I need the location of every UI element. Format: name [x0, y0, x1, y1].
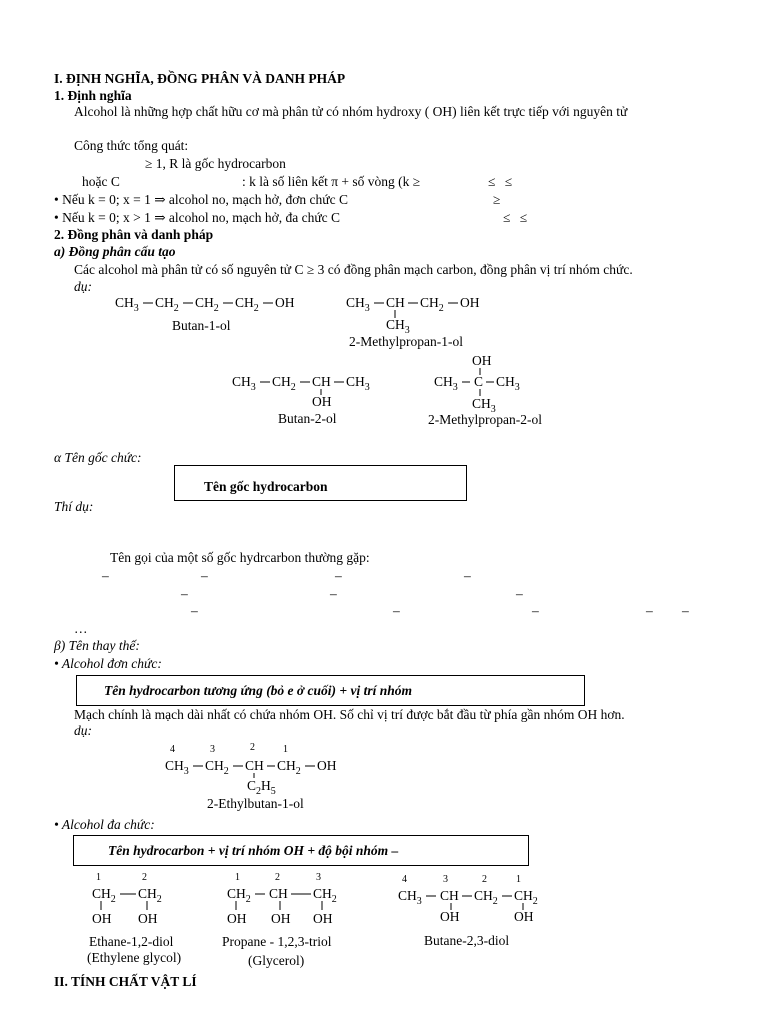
main-chain-text: Mạch chính là mạch dài nhất có chứa nhóm OH. Số chỉ vị trí được bắt đầu từ phía gần nhóm OH hơn.: [74, 707, 625, 722]
substitutive-example-label: dụ:: [74, 723, 92, 738]
isomer-subheading: a) Đồng phân cấu tạo: [54, 244, 176, 259]
svg-text:OH: OH: [313, 911, 333, 926]
radical-blank: –: [464, 568, 471, 583]
formula-label: Công thức tổng quát:: [74, 138, 189, 153]
compound-name-ethylene-glycol: (Ethylene glycol): [87, 950, 182, 965]
svg-text:4: 4: [170, 744, 175, 755]
radical-blank: –: [393, 603, 400, 618]
2-methylpropan-2-ol-structure: [434, 352, 544, 415]
radical-blank: –: [201, 568, 208, 583]
svg-text:OH: OH: [312, 394, 332, 409]
2-methylpropan-1-ol-structure: [346, 292, 496, 336]
svg-text:CH: CH: [386, 295, 405, 310]
poly-naming-box: [73, 835, 529, 866]
isomer-heading: 2. Đồng phân và danh pháp: [54, 227, 214, 242]
butane-2-3-diol-structure: [398, 868, 558, 928]
svg-text:OH: OH: [460, 295, 480, 310]
svg-text:CH: CH: [269, 886, 288, 901]
svg-text:2: 2: [142, 872, 147, 883]
svg-text:OH: OH: [92, 911, 112, 926]
svg-text:CH2: $CH_2$: [235, 295, 259, 314]
svg-text:CH2: $CH_2$: [195, 295, 219, 314]
svg-text:CH2: $CH_2$: [514, 888, 538, 907]
bullet-mono-end: ≥: [493, 192, 501, 207]
svg-text:CH3: $CH_3$: [346, 295, 370, 314]
radical-name-box: [174, 465, 467, 501]
mono-naming-box-text: Tên hydrocarbon tương ứng (bỏ e ở cuối) + vị trí nhóm: [104, 683, 413, 698]
svg-text:2: 2: [482, 874, 487, 885]
formula-line-2-start: hoặc C: [82, 174, 120, 189]
bullet-mono-alcohol: • Nếu k = 0; x = 1 ⇒ alcohol no, mạch hở, đơn chức C: [54, 192, 348, 207]
radical-name-box-text: Tên gốc hydrocarbon: [204, 479, 328, 494]
compound-name-2-methylpropan-1-ol: 2-Methylpropan-1-ol: [349, 334, 463, 349]
radical-blank: –: [682, 603, 689, 618]
isomer-example-label: dụ:: [74, 279, 92, 294]
formula-line-2-end: ≤ ≤: [488, 174, 513, 189]
svg-text:1: 1: [96, 872, 101, 883]
section-heading-1: I. ĐỊNH NGHĨA, ĐỒNG PHÂN VÀ DANH PHÁP: [54, 71, 346, 86]
svg-text:CH2: $CH_2$: [313, 886, 337, 905]
svg-text:CH2: $CH_2$: [277, 758, 301, 777]
svg-text:2: 2: [275, 872, 280, 883]
svg-text:CH2: $CH_2$: [474, 888, 498, 907]
naming-example-label: Thí dụ:: [54, 499, 94, 514]
svg-text:4: 4: [402, 874, 407, 885]
radical-blank: –: [532, 603, 539, 618]
compound-name-ethane-1-2-diol: Ethane-1,2-diol: [89, 934, 174, 949]
svg-text:CH2: $CH_2$: [272, 374, 296, 393]
svg-text:C: C: [474, 374, 484, 389]
svg-text:CH3: $CH_3$: [115, 295, 139, 314]
compound-name-propane-triol: Propane - 1,2,3-triol: [222, 934, 332, 949]
poly-alcohol-label-text: Alcohol đa chức:: [61, 817, 155, 832]
radical-blank: –: [330, 586, 337, 601]
definition-text: Alcohol là những hợp chất hữu cơ mà phân tử có nhóm hydroxy ( OH) liên kết trực tiếp với nguyên tử: [74, 104, 628, 119]
compound-name-2-ethylbutan-1-ol: 2-Ethylbutan-1-ol: [207, 796, 304, 811]
svg-text:OH: OH: [472, 353, 492, 368]
radical-blank: –: [516, 586, 523, 601]
poly-alcohol-label: • Alcohol đa chức:: [54, 817, 155, 832]
svg-text:CH: CH: [440, 888, 459, 903]
svg-text:CH2: $CH_2$: [92, 886, 116, 905]
svg-text:CH: CH: [245, 758, 264, 773]
svg-text:CH3: $CH_3$: [434, 374, 458, 393]
svg-text:CH3: $CH_3$: [472, 396, 496, 415]
svg-text:C2H5: $C_2H_5$: [247, 778, 276, 797]
svg-text:CH3: $CH_3$: [496, 374, 520, 393]
svg-text:CH: CH: [312, 374, 331, 389]
svg-text:CH3: $CH_3$: [398, 888, 422, 907]
svg-text:3: 3: [210, 744, 215, 755]
svg-text:OH: OH: [440, 909, 460, 924]
mono-alcohol-label: • Alcohol đơn chức:: [54, 656, 162, 671]
isomer-text: Các alcohol mà phân tử có số nguyên tử C ≥ 3 có đồng phân mạch carbon, đồng phân vị trí nhóm chức.: [74, 262, 633, 277]
radical-blank: –: [335, 568, 342, 583]
svg-text:OH: OH: [514, 909, 534, 924]
section-heading-2: II. TÍNH CHẤT VẬT LÍ: [54, 974, 197, 989]
compound-name-butane-2-3-diol: Butane-2,3-diol: [424, 933, 510, 948]
mono-alcohol-label-text: Alcohol đơn chức:: [61, 656, 162, 671]
butan-1-ol-structure: [115, 292, 305, 314]
formula-line-1: ≥ 1, R là gốc hydrocarbon: [145, 156, 286, 171]
svg-text:3: 3: [316, 872, 321, 883]
poly-naming-box-text: Tên hydrocarbon + vị trí nhóm OH + độ bội nhóm –: [108, 843, 399, 858]
svg-text:CH2: $CH_2$: [138, 886, 162, 905]
svg-text:3: 3: [443, 874, 448, 885]
bullet-poly-text: Nếu k = 0; x > 1 ⇒ alcohol no, mạch hở, đa chức C: [62, 210, 341, 225]
butan-2-ol-structure: [232, 371, 382, 411]
svg-text:1: 1: [516, 874, 521, 885]
radical-blank: –: [102, 568, 109, 583]
svg-text:OH: OH: [271, 911, 291, 926]
svg-text:OH: OH: [275, 295, 295, 310]
svg-text:CH2: $CH_2$: [420, 295, 444, 314]
definition-heading: 1. Định nghĩa: [54, 88, 132, 103]
common-radicals-text: Tên gọi của một số gốc hydrcarbon thường gặp:: [110, 550, 370, 565]
svg-text:2: 2: [250, 742, 255, 753]
compound-name-butan-1-ol: Butan-1-ol: [172, 318, 231, 333]
svg-text:CH2: $CH_2$: [155, 295, 179, 314]
svg-text:1: 1: [235, 872, 240, 883]
ethane-1-2-diol-structure: [90, 868, 180, 928]
radical-blank: –: [646, 603, 653, 618]
radical-ellipsis: …: [74, 621, 88, 636]
mono-naming-box: [76, 675, 585, 706]
svg-text:OH: OH: [227, 911, 247, 926]
2-ethylbutan-1-ol-structure: [165, 740, 365, 800]
svg-text:CH2: $CH_2$: [227, 886, 251, 905]
svg-text:CH3: $CH_3$: [386, 317, 410, 336]
svg-text:OH: OH: [138, 911, 158, 926]
svg-text:CH3: $CH_3$: [165, 758, 189, 777]
compound-name-glycerol: (Glycerol): [248, 953, 305, 968]
beta-naming-label: β) Tên thay thế:: [54, 638, 140, 653]
svg-text:1: 1: [283, 744, 288, 755]
radical-blank: –: [191, 603, 198, 618]
bullet-poly-alcohol: • Nếu k = 0; x > 1 ⇒ alcohol no, mạch hở, đa chức C: [54, 210, 341, 225]
bullet-poly-end: ≤ ≤: [503, 210, 528, 225]
glycerol-structure: [225, 868, 355, 928]
bullet-mono-text: Nếu k = 0; x = 1 ⇒ alcohol no, mạch hở, đơn chức C: [62, 192, 348, 207]
compound-name-2-methylpropan-2-ol: 2-Methylpropan-2-ol: [428, 412, 542, 427]
formula-line-2-middle: : k là số liên kết π + số vòng (k ≥: [242, 174, 421, 189]
svg-text:CH2: $CH_2$: [205, 758, 229, 777]
compound-name-butan-2-ol: Butan-2-ol: [278, 411, 337, 426]
radical-blank: –: [181, 586, 188, 601]
svg-text:OH: OH: [317, 758, 337, 773]
svg-text:CH3: $CH_3$: [232, 374, 256, 393]
svg-text:CH3: $CH_3$: [346, 374, 370, 393]
alpha-naming-label: α Tên gốc chức:: [54, 450, 142, 465]
